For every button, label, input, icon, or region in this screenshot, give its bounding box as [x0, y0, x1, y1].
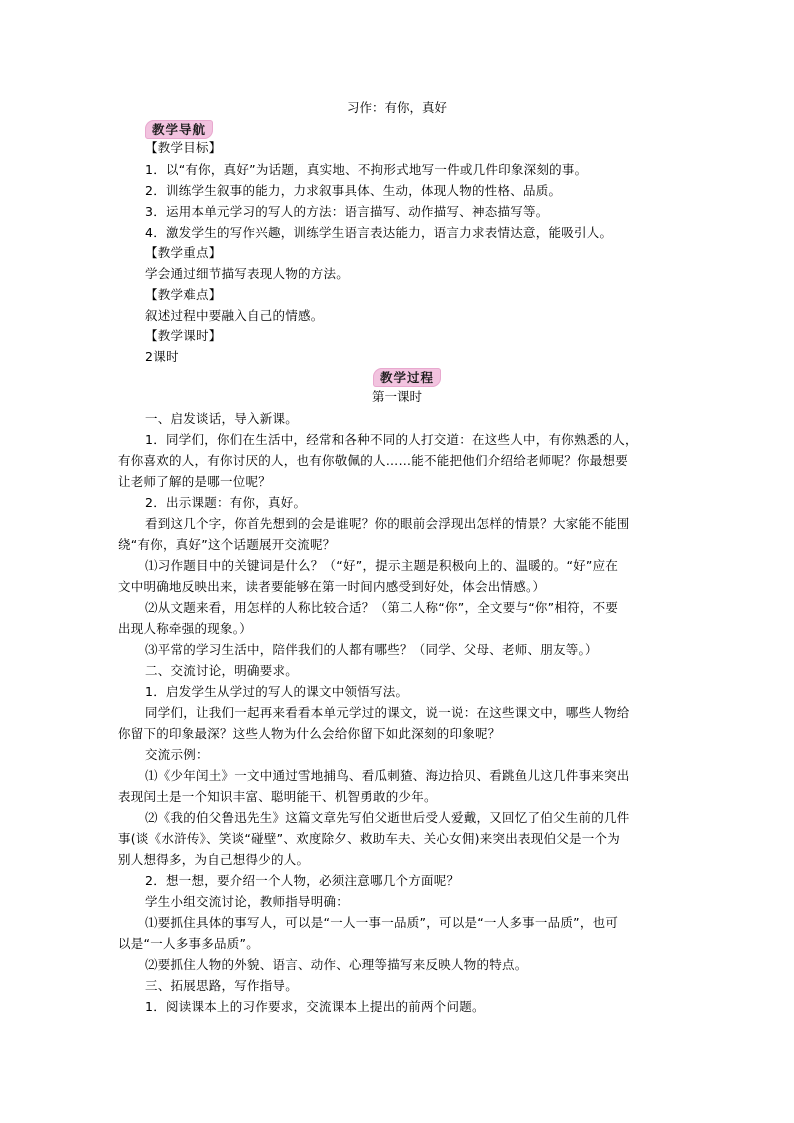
process-line: ⑵《我的伯父鲁迅先生》这篇文章先写伯父逝世后受人爱戴，又回忆了伯父生前的几件	[145, 810, 630, 825]
process-line: 2．出示课题：有你，真好。	[145, 495, 307, 510]
process-line: 你留下的印象最深？这些人物为什么会给你留下如此深刻的印象呢？	[118, 726, 501, 741]
nav-objective-4: 4．激发学生的写作兴趣，训练学生语言表达能力，语言力求表情达意，能吸引人。	[145, 225, 613, 240]
nav-difficulty: 叙述过程中要融入自己的情感。	[145, 308, 324, 323]
process-line: ⑵要抓住人物的外貌、语言、动作、心理等描写来反映人物的特点。	[145, 957, 528, 972]
process-line: 同学们，让我们一起再来看看本单元学过的课文，说一说：在这些课文中，哪些人物给	[145, 705, 630, 720]
process-line: 1．启发学生从学过的写人的课文中领悟写法。	[145, 684, 409, 699]
process-line: 学生小组交流讨论，教师指导明确：	[145, 894, 350, 909]
process-line: 二、交流讨论，明确要求。	[145, 663, 299, 678]
process-line: 有你喜欢的人，有你讨厌的人，也有你敬佩的人……能不能把他们介绍给老师呢？你最想要	[118, 453, 629, 468]
process-line: 1．阅读课本上的习作要求，交流课本上提出的前两个问题。	[145, 999, 485, 1014]
teaching-navigation-badge: 教学导航	[145, 120, 213, 139]
process-line: 事(谈《水浒传》、笑谈“碰壁”、欢度除夕、救助车夫、关心女佣)来突出表现伯父是一个为	[118, 831, 620, 846]
lesson-heading: 第一课时	[371, 389, 422, 404]
process-line: 1．同学们，你们在生活中，经常和各种不同的人打交道：在这些人中，有你熟悉的人，	[145, 432, 638, 447]
process-line: 出现人称牵强的现象。）	[118, 621, 253, 636]
nav-heading-difficulties: 【教学难点】	[145, 287, 222, 302]
process-line: 一、启发谈话，导入新课。	[145, 411, 299, 426]
nav-key-point: 学会通过细节描写表现人物的方法。	[145, 266, 350, 281]
process-line: 以是“一人多事多品质”。	[118, 936, 259, 951]
process-line: ⑵从文题来看，用怎样的人称比较合适？（第二人称“你”，全文要与“你”相符，不要	[145, 600, 619, 615]
nav-heading-key-points: 【教学重点】	[145, 245, 222, 260]
nav-objective-2: 2．训练学生叙事的能力，力求叙事具体、生动，体现人物的性格、品质。	[145, 183, 562, 198]
teaching-process-badge: 教学过程	[373, 368, 441, 387]
process-line: 别人想得多，为自己想得少的人。	[118, 852, 310, 867]
process-line: ⑴《少年闰土》一文中通过雪地捕鸟、看瓜刺猹、海边拾贝、看跳鱼儿这几件事来突出	[145, 768, 630, 783]
process-line: 让老师了解的是哪一位呢？	[118, 474, 272, 489]
nav-heading-periods: 【教学课时】	[145, 328, 222, 343]
process-line: 文中明确地反映出来，读者要能够在第一时间内感受到好处，体会出情感。）	[118, 579, 546, 594]
nav-periods-value: 2课时	[145, 349, 179, 364]
process-line: ⑴习作题目中的关键词是什么？（“好”，提示主题是积极向上的、温暖的。“好”应在	[145, 558, 619, 573]
process-line: 表现闰土是一个知识丰富、聪明能干、机智勇敢的少年。	[118, 789, 437, 804]
process-line: 三、拓展思路，写作指导。	[145, 978, 299, 993]
process-line: ⑶平常的学习生活中，陪伴我们的人都有哪些？（同学、父母、老师、朋友等。）	[145, 642, 598, 657]
nav-objective-3: 3．运用本单元学习的写人的方法：语言描写、动作描写、神态描写等。	[145, 204, 549, 219]
process-line: ⑴要抓住具体的事写人，可以是“一人一事一品质”，可以是“一人多事一品质”，也可	[145, 915, 619, 930]
process-line: 看到这几个字，你首先想到的会是谁呢？你的眼前会浮现出怎样的情景？大家能不能围	[145, 516, 630, 531]
process-line: 绕“有你，真好”这个话题展开交流呢？	[118, 537, 336, 552]
nav-heading-objectives: 【教学目标】	[145, 140, 222, 155]
nav-objective-1: 1．以“有你，真好”为话题，真实地、不拘形式地写一件或几件印象深刻的事。	[145, 162, 588, 177]
document-title: 习作：有你，真好	[346, 100, 447, 115]
process-line: 2．想一想，要介绍一个人物，必须注意哪几个方面呢？	[145, 873, 460, 888]
process-line: 交流示例：	[145, 747, 209, 762]
